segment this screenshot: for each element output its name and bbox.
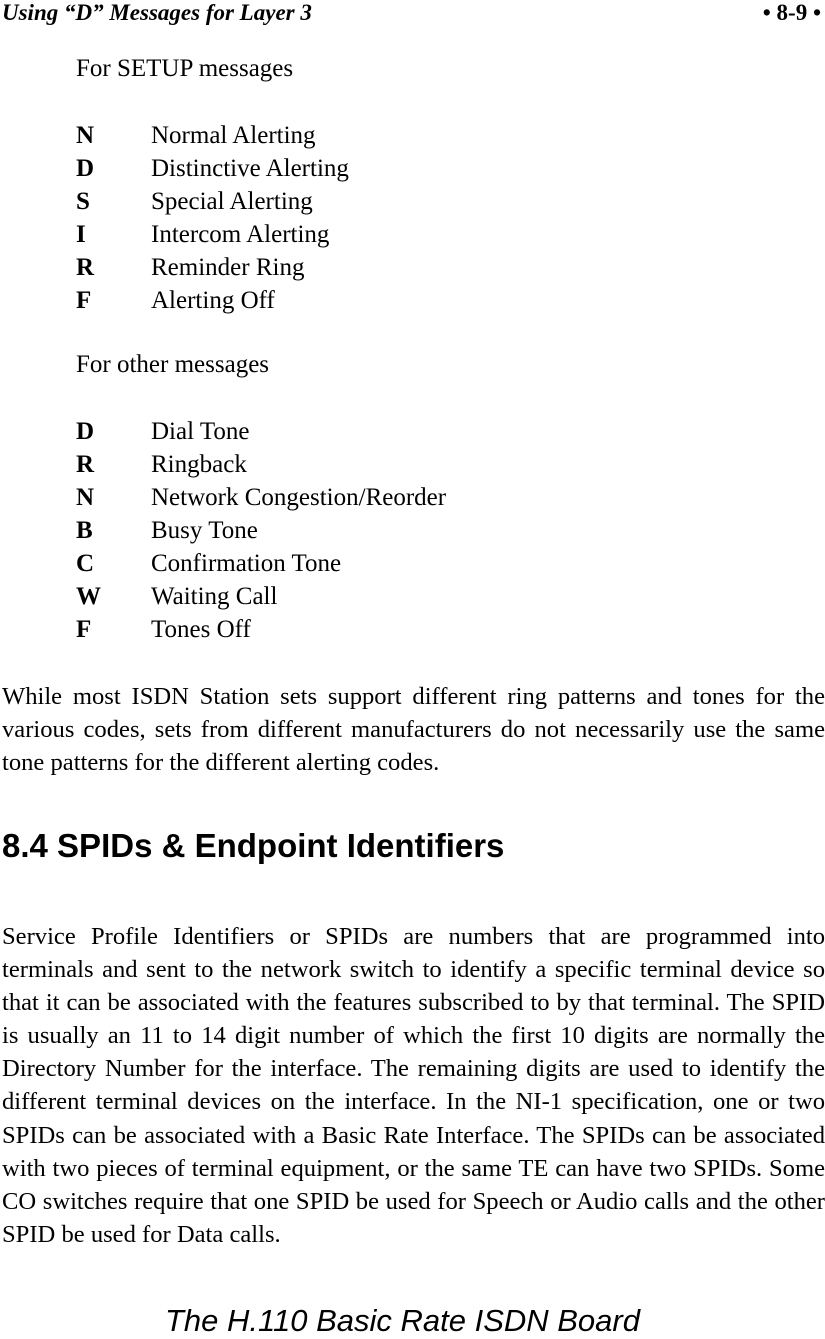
list-item <box>76 185 349 218</box>
list-item <box>76 514 446 547</box>
alert-code: N <box>76 122 95 149</box>
tone-label: Busy Tone <box>151 517 258 544</box>
alert-code: S <box>76 188 90 215</box>
list-item <box>76 152 349 185</box>
tone-label: Confirmation Tone <box>151 550 342 577</box>
list-item <box>76 218 349 251</box>
setup-heading: For SETUP messages <box>76 55 294 82</box>
running-title: Using “D” Messages for Layer 3 <box>2 0 312 25</box>
other-code-list <box>76 415 446 646</box>
alert-label: Intercom Alerting <box>151 221 330 248</box>
alert-code: R <box>76 254 95 281</box>
tone-code: N <box>76 484 95 511</box>
list-item <box>76 448 446 481</box>
tone-label: Waiting Call <box>151 583 278 610</box>
tone-code: W <box>76 583 101 610</box>
page-number: • 8-9 • <box>762 0 821 25</box>
tone-label: Dial Tone <box>151 418 250 445</box>
list-item <box>76 415 446 448</box>
list-item <box>76 119 349 152</box>
tone-code: F <box>76 616 92 643</box>
list-item <box>76 547 446 580</box>
tone-code: D <box>76 418 95 445</box>
alert-code: I <box>76 221 86 248</box>
tone-label: Network Congestion/Reorder <box>151 484 447 511</box>
alert-label: Alerting Off <box>151 287 275 314</box>
setup-code-list <box>76 119 349 317</box>
alert-label: Reminder Ring <box>151 254 305 281</box>
alert-code: D <box>76 155 95 182</box>
list-item <box>76 481 446 514</box>
alert-code: F <box>76 287 92 314</box>
list-item <box>76 251 349 284</box>
page-footer: The H.110 Basic Rate ISDN Board <box>165 1303 640 1338</box>
alert-label: Normal Alerting <box>151 122 316 149</box>
section-heading: 8.4 SPIDs & Endpoint Identifiers <box>2 827 505 864</box>
tone-label: Ringback <box>151 451 247 478</box>
tone-code: R <box>76 451 95 478</box>
list-item <box>76 613 446 646</box>
other-heading: For other messages <box>76 351 270 378</box>
tone-code: C <box>76 550 95 577</box>
tone-label: Tones Off <box>151 616 251 643</box>
spid-paragraph: Service Profile Identifiers or SPIDs are numbers that are programmed into terminals and sent to the network switch to identify a specific terminal device so that it can be associated with the features subscribed to by that terminal. The SPID is usually an 11 to 14 digit number of which the first 10 digits are normally the Directory Number for the interface. The remaining digits are used to identify the different terminal devices on the interface. In the NI-1 specification, one or two SPIDs can be associated with a Basic Rate Interface. The SPIDs can be associated with two pieces of terminal equipment, or the same TE can have two SPIDs. Some CO switches require that one SPID be used for Speech or Audio calls and the other SPID be used for Data calls. <box>2 923 825 1248</box>
list-item <box>76 284 349 317</box>
alert-label: Special Alerting <box>151 188 313 215</box>
tone-code: B <box>76 517 93 544</box>
alert-label: Distinctive Alerting <box>151 155 349 182</box>
ring-patterns-paragraph: While most ISDN Station sets support different ring patterns and tones for the various codes, sets from different manufacturers do not necessarily use the same tone patterns for the different alerting codes. <box>2 683 825 777</box>
page-header <box>0 0 825 30</box>
list-item <box>76 580 446 613</box>
